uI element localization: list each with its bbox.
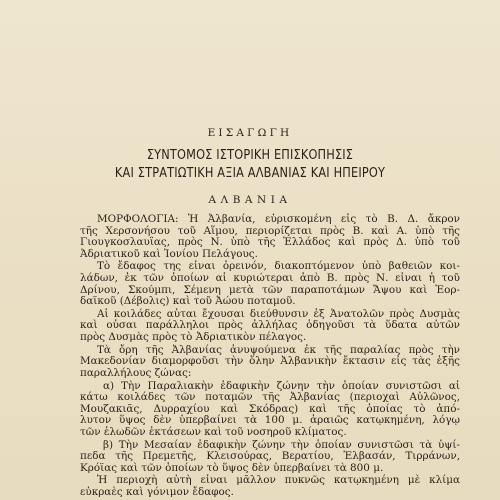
body-line: ΜΟΡΦΟΛΟΓΙΑ: Ἡ Ἀλβανία, εὑρισκομένη εἰς τὸ Β. Δ. ἄκρον: [97, 213, 460, 225]
body-line: Γιουγκοσλαυΐας, πρὸς Ν. ὑπὸ τῆς Ἑλλάδος καὶ πρὸς Δ. ὑπὸ τοῦ: [80, 236, 460, 248]
body-line: Κρόϊας καὶ τῶν ὁποίων τὸ ὕψος δὲν ὑπερβαίνει τὰ 800 μ.: [80, 462, 384, 474]
body-line: δαϊκοῦ (Δέβολις) καὶ τοῦ Ἀώου ποταμοῦ.: [80, 295, 296, 307]
body-line: α) Τὴν Παραλιακὴν ἐδαφικὴν ζώνην τὴν ὁποίαν συνιστῶσι αἱ: [103, 380, 460, 392]
body-line: λάδων, ἐκ τῶν ὁποίων αἱ κυριώτεραι ἀπὸ Β. πρὸς Ν. εἶναι ἡ τοῦ: [80, 272, 460, 284]
body-line: Τὰ ὄρη τῆς Ἀλβανίας ἀνυψούμενα ἐκ τῆς παραλίας πρὸς τὴν: [97, 344, 460, 356]
body-line: Ἀδριατικοῦ καὶ Ἰονίου Πελάγους.: [80, 248, 258, 260]
body-line: κάτω κοιλάδες τῶν ποταμῶν τῆς Ἀλβανίας (περιοχαὶ Αὐλῶνος,: [80, 391, 460, 403]
title-line-2: ΚΑΙ ΣΤΡΑΤΙΩΤΙΚΗ ΑΞΙΑ ΑΛΒΑΝΙΑΣ ΚΑΙ ΗΠΕΙΡΟΥ: [114, 166, 386, 181]
body-line: Δρίνου, Σκούμπι, Σέμενη μετὰ τῶν παραποτάμων Ἄψου καὶ Ἐορ-: [80, 284, 460, 296]
body-line: τῶν ἑλωδῶν ἐκτάσεων καὶ τοῦ νοσηροῦ κλίματος.: [80, 426, 347, 438]
body-line: πεδα τῆς Πρεμετῆς, Κλεισούρας, Βερατίου, Ἐλβασάν, Τιρράνων,: [80, 450, 460, 462]
body-line: τῆς Χερσονήσου τοῦ Αἵμου, περιορίζεται πρὸς Β. καὶ Α. ὑπὸ τῆς: [80, 225, 460, 237]
body-line: Τὸ ἔδαφος της εἶναι ὀρεινόν, διακοπτόμενον ὑπὸ βαθειῶν κοι-: [97, 260, 460, 272]
body-line: λυτον ὕψος δὲν ὑπερβαίνει τὰ 100 μ. ἀραιῶς κατῳκημένη, λόγῳ: [80, 414, 460, 426]
body-line: Αἱ κοιλάδες αὗται ἔχουσαι διεύθυνσιν ἐξ Ἀνατολῶν πρὸς Δυσμὰς: [97, 308, 460, 320]
title-line-1: ΣΥΝΤΟΜΟΣ ΙΣΤΟΡΙΚΗ ΕΠΙΣΚΟΠΗΣΙΣ: [146, 148, 354, 163]
body-line: Ἡ περιοχὴ αὐτὴ εἶναι μᾶλλον πυκνῶς κατῳκημένη μὲ κλίμα: [97, 474, 460, 486]
section-heading-albania: ΑΛΒΑΝΙΑ: [208, 194, 292, 206]
body-line: Μακεδονίαν διαμορφοῦσι τὴν ὅλην Ἀλβανικὴν ἔκτασιν εἰς τὰς ἑξῆς: [80, 355, 460, 367]
body-line: Μουζακιᾶς, Δυρραχίου καὶ Σκόδρας) καὶ τῆς ὁποίας τὸ ἀπό-: [80, 403, 460, 415]
intro-heading: ΕΙΣΑΓΩΓΗ: [207, 127, 293, 139]
body-line: καὶ οὖσαι παράλληλοι πρὸς ἀλλήλας ὁδηγοῦσι τὰ ὕδατα αὐτῶν: [80, 319, 460, 331]
body-line: εὐκραὲς καὶ γόνιμον ἔδαφος.: [80, 486, 234, 498]
body-line: πρὸς Δυσμὰς πρὸς τὸ Ἀδριατικὸν πέλαγος.: [80, 331, 307, 343]
body-line: παραλλήλους ζώνας:: [80, 367, 192, 379]
body-line: β) Τὴν Μεσαίαν ἐδαφικὴν ζώνην τὴν ὁποίαν συνιστῶσι τὰ ὑψί-: [103, 439, 460, 451]
